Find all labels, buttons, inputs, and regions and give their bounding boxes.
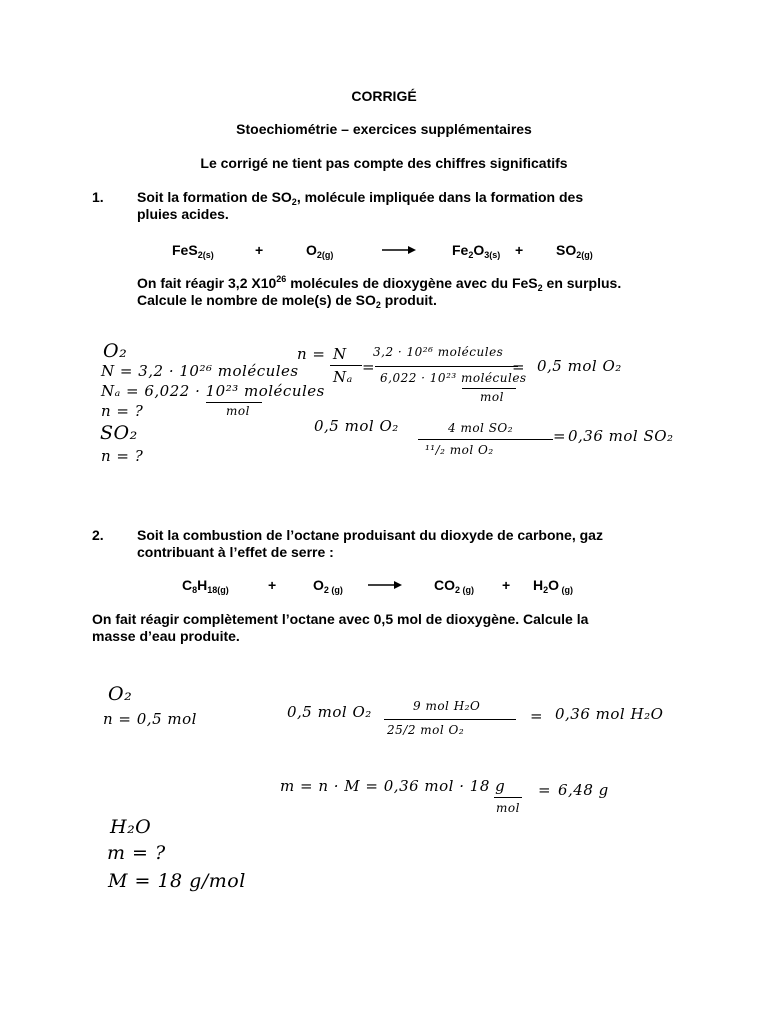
q2-reactant-o2: $O_{2 (g)}$ bbox=[313, 577, 343, 595]
q2-hw-mass-unit: mol bbox=[496, 801, 520, 815]
q2-hw-mass-eq: = bbox=[538, 781, 552, 799]
q1-prompt-line1: On fait réagir 3,2 $X10^{26}$ molécules de dioxygène avec du FeS$_2$ en surplus. bbox=[137, 274, 622, 293]
q1-hw-result-2: 0,36 mol SO₂ bbox=[568, 427, 674, 445]
q1-hw-unknown-n: n = ? bbox=[101, 402, 144, 420]
q2-reactant-octane: $C_8H_{18(g)}$ bbox=[182, 577, 229, 595]
page-subtitle: Stoechiométrie – exercices supplémentaires bbox=[236, 121, 532, 137]
q1-hw-n-lhs: n = bbox=[297, 345, 326, 363]
q2-hw-given-o2: O₂ bbox=[108, 683, 133, 705]
reaction-arrow-icon bbox=[368, 579, 402, 591]
q2-product-co2: $CO_{2 (g)}$ bbox=[434, 577, 474, 595]
q2-hw-calc-num: 9 mol H₂O bbox=[413, 699, 481, 713]
reaction-arrow-icon bbox=[382, 244, 416, 256]
q2-hw-given-n: n = 0,5 mol bbox=[103, 710, 197, 728]
q2-hw-calc-eq: = bbox=[530, 707, 544, 725]
q1-hw-given-o2: O₂ bbox=[103, 340, 128, 362]
q1-hw-calc2-den: ¹¹/₂ mol O₂ bbox=[425, 443, 494, 457]
q1-hw-unknown-n2: n = ? bbox=[101, 447, 144, 465]
q1-plus-2: + bbox=[515, 242, 524, 258]
q1-hw-calc2-lhs: 0,5 mol O₂ bbox=[314, 417, 399, 435]
q1-statement-line1: Soit la formation de $SO_2$, molécule impliquée dans la formation des bbox=[137, 189, 584, 207]
q2-hw-calc-result: 0,36 mol H₂O bbox=[555, 705, 664, 723]
q1-hw-result-1: 0,5 mol O₂ bbox=[537, 357, 622, 375]
q1-number: 1. bbox=[92, 189, 104, 205]
q1-hw-n-num: N bbox=[333, 345, 347, 363]
q1-reactant-fes2: FeS$_{2(s)}$ bbox=[172, 242, 214, 260]
q2-hw-h2o: H₂O bbox=[110, 816, 152, 838]
q1-prompt-line2: Calcule le nombre de mole(s) de $SO_2$ produit. bbox=[137, 292, 437, 310]
q1-reactant-o2: $O_{2(g)}$ bbox=[306, 242, 334, 260]
q1-hw-given-n: N = 3,2 · 10²⁶ molécules bbox=[101, 362, 299, 380]
header-note: Le corrigé ne tient pas compte des chiffres significatifs bbox=[200, 155, 568, 171]
q1-hw-eq2: = bbox=[512, 358, 526, 376]
q1-hw-frac-den: 6,022 · 10²³ molécules bbox=[380, 371, 527, 385]
q2-hw-unknown-m: m = ? bbox=[107, 842, 166, 864]
q2-hw-mass-result: 6,48 g bbox=[558, 781, 609, 799]
q1-hw-n-eq: = bbox=[362, 358, 376, 376]
q2-product-h2o: $H_2O$ $_{(g)}$ bbox=[533, 577, 574, 595]
q2-number: 2. bbox=[92, 527, 104, 543]
q1-hw-calc2-num: 4 mol SO₂ bbox=[448, 421, 514, 435]
q2-prompt-line2: masse d’eau produite. bbox=[92, 628, 240, 644]
q1-hw-n-den: Nₐ bbox=[333, 368, 353, 386]
q2-hw-calc-lhs: 0,5 mol O₂ bbox=[287, 703, 372, 721]
q1-hw-frac-den-unit: mol bbox=[480, 390, 504, 404]
q2-statement-line2: contribuant à l’effet de serre : bbox=[137, 544, 334, 560]
q1-hw-so2: SO₂ bbox=[100, 422, 138, 444]
q2-statement-line1: Soit la combustion de l’octane produisant du dioxyde de carbone, gaz bbox=[137, 527, 603, 543]
page-title: CORRIGÉ bbox=[351, 88, 417, 104]
q1-hw-calc2-eq: = bbox=[553, 427, 567, 445]
q1-hw-frac-num: 3,2 · 10²⁶ molécules bbox=[373, 345, 504, 359]
q2-hw-molar-mass: M = 18 g/mol bbox=[108, 870, 246, 892]
q1-product-so2: $SO_{2(g)}$ bbox=[556, 242, 593, 260]
q1-plus-1: + bbox=[255, 242, 264, 258]
q1-hw-given-na-unit: mol bbox=[226, 404, 250, 418]
q2-plus-2: + bbox=[502, 577, 511, 593]
q2-plus-1: + bbox=[268, 577, 277, 593]
q1-product-fe2o3: $Fe_2O_{3(s)}$ bbox=[452, 242, 501, 260]
q1-statement-line2: pluies acides. bbox=[137, 206, 229, 222]
q1-hw-given-na: Nₐ = 6,022 · 10²³ molécules bbox=[101, 382, 325, 400]
q2-prompt-line1: On fait réagir complètement l’octane avec 0,5 mol de dioxygène. Calcule la bbox=[92, 611, 589, 627]
q2-hw-mass-line: m = n · M = 0,36 mol · 18 g bbox=[280, 777, 506, 795]
q2-hw-calc-den: 25/2 mol O₂ bbox=[387, 723, 465, 737]
